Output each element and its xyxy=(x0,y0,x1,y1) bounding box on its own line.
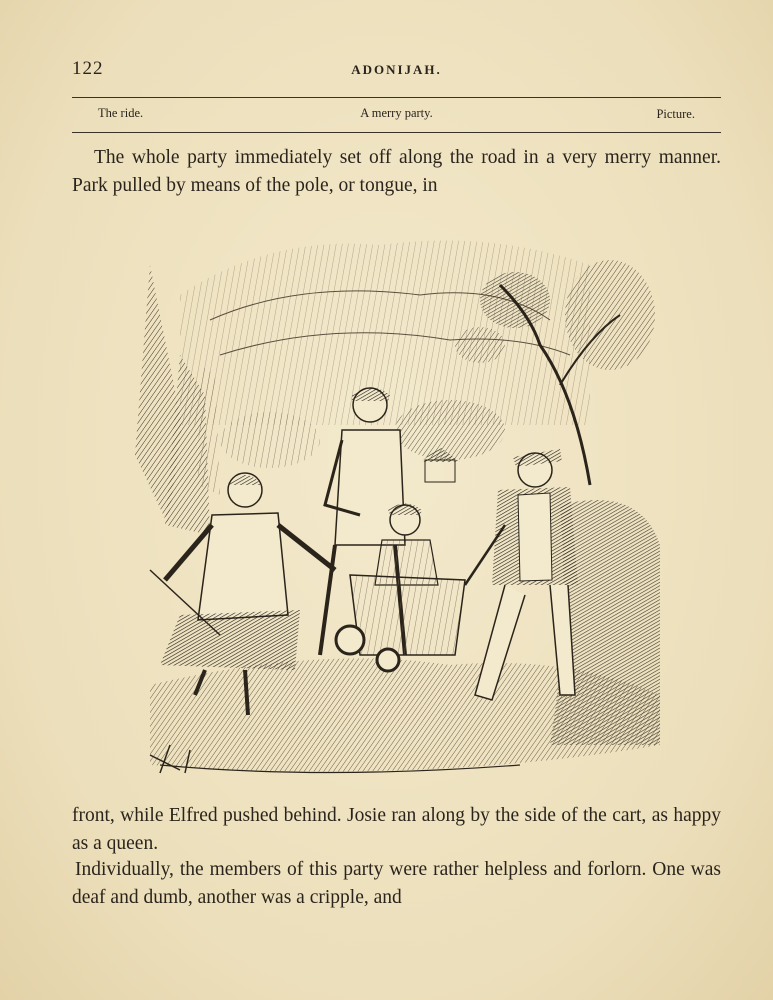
page-number: 122 xyxy=(72,58,104,79)
sidenote-center: A merry party. xyxy=(360,106,433,120)
road xyxy=(150,658,660,773)
sidenote-right: Picture. xyxy=(656,107,695,121)
header-rule-bottom xyxy=(72,132,721,133)
header-rule-top xyxy=(72,97,721,98)
engraving-illustration xyxy=(120,225,665,785)
paragraph-3: Individually, the members of this party were rather helpless and forlorn. One was deaf and dumb, another was a cripple, and xyxy=(72,859,721,908)
sidenote-left: The ride. xyxy=(98,106,144,120)
paragraph-1: The whole party immediately set off along the road in a very merry manner. Park pulled by means of the pole, or tongue, in xyxy=(72,147,721,196)
running-title: ADONIJAH. xyxy=(351,62,442,77)
sidenotes xyxy=(98,106,695,124)
sailor-boy-figure xyxy=(475,449,578,700)
paragraph-2: front, while Elfred pushed behind. Josie ran along by the side of the cart, as happy as a queen. xyxy=(72,805,721,854)
running-head xyxy=(72,58,721,82)
